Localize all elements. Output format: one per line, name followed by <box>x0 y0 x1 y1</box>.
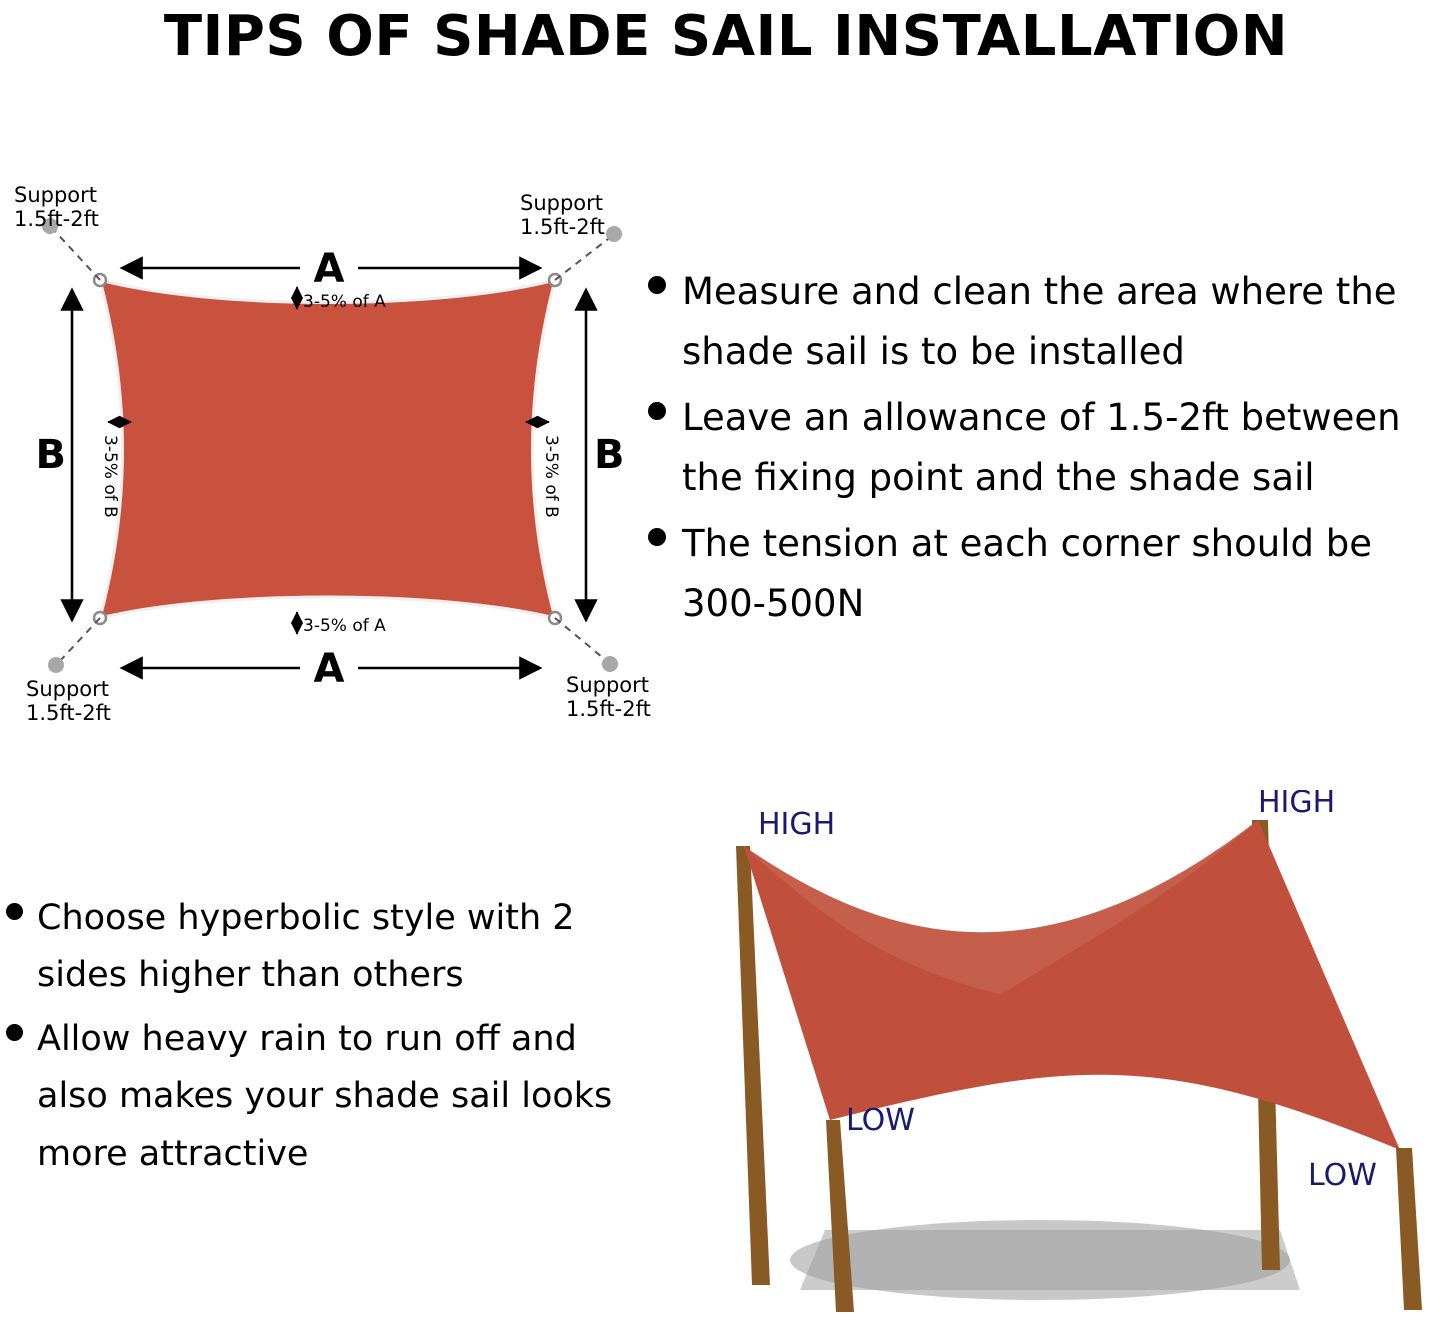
post-low-right <box>1396 1148 1422 1310</box>
list-item-text: Allow heavy rain to run off and also makes your shade sail looks more attractive <box>37 1018 613 1174</box>
support-anchor-tr <box>606 226 622 242</box>
label-high-left: HIGH <box>758 807 836 842</box>
dimension-label-bottom-a: A <box>313 646 345 692</box>
curve-label-bottom: 3-5% of A <box>303 616 386 636</box>
rectangular-sail-diagram <box>0 150 660 750</box>
support-label-br-line2: 1.5ft-2ft <box>566 697 651 721</box>
support-label-bl-line2: 1.5ft-2ft <box>26 701 111 725</box>
curve-label-top: 3-5% of A <box>303 292 386 312</box>
label-high-right: HIGH <box>1258 790 1336 820</box>
support-label-bl-line1: Support <box>26 677 110 701</box>
bullet-dot-icon <box>648 528 666 546</box>
dimension-label-right-b: B <box>594 432 625 478</box>
support-anchor-bl <box>48 657 64 673</box>
list-item <box>648 514 1448 634</box>
list-item-text: Choose hyperbolic style with 2 sides higher than others <box>37 898 575 996</box>
list-item-text: The tension at each corner should be 300-500N <box>682 521 1372 625</box>
support-anchor-br <box>602 656 618 672</box>
dimension-label-top-a: A <box>313 246 345 292</box>
guy-line-tl <box>52 228 100 280</box>
hyperbolic-sail-diagram <box>640 790 1452 1325</box>
list-item <box>648 262 1448 382</box>
list-item-text: Measure and clean the area where the shade sail is to be installed <box>682 270 1397 373</box>
bullet-dot-icon <box>6 903 23 920</box>
support-label-br-line1: Support <box>566 673 650 697</box>
sail-shape <box>100 280 555 618</box>
bullet-dot-icon <box>6 1024 23 1041</box>
list-item-text: Leave an allowance of 1.5-2ft between the fixing point and the shade sail <box>682 395 1401 499</box>
support-label-tl-line1: Support <box>14 183 98 207</box>
support-label-tr-line1: Support <box>520 191 604 215</box>
hyperbolic-style-tips-list <box>0 890 625 1189</box>
bullet-dot-icon <box>648 402 666 420</box>
support-label-tr-line2: 1.5ft-2ft <box>520 215 605 239</box>
support-label-tl-line2: 1.5ft-2ft <box>14 207 99 231</box>
installation-tips-list <box>648 262 1448 640</box>
label-low-right: LOW <box>1308 1158 1377 1193</box>
ground-shadow-plane <box>800 1230 1300 1290</box>
guy-line-bl <box>58 618 100 663</box>
dimension-label-left-b: B <box>35 432 66 478</box>
bullet-dot-icon <box>648 276 666 294</box>
guy-line-tr <box>555 236 612 280</box>
list-item <box>648 388 1448 508</box>
curve-label-right: 3-5% of B <box>541 435 561 518</box>
page-title: TIPS OF SHADE SAIL INSTALLATION <box>163 4 1289 69</box>
guy-line-br <box>555 618 608 662</box>
list-item <box>0 1011 625 1183</box>
list-item <box>0 890 625 1005</box>
label-low-left: LOW <box>846 1103 915 1138</box>
curve-label-left: 3-5% of B <box>100 435 120 518</box>
